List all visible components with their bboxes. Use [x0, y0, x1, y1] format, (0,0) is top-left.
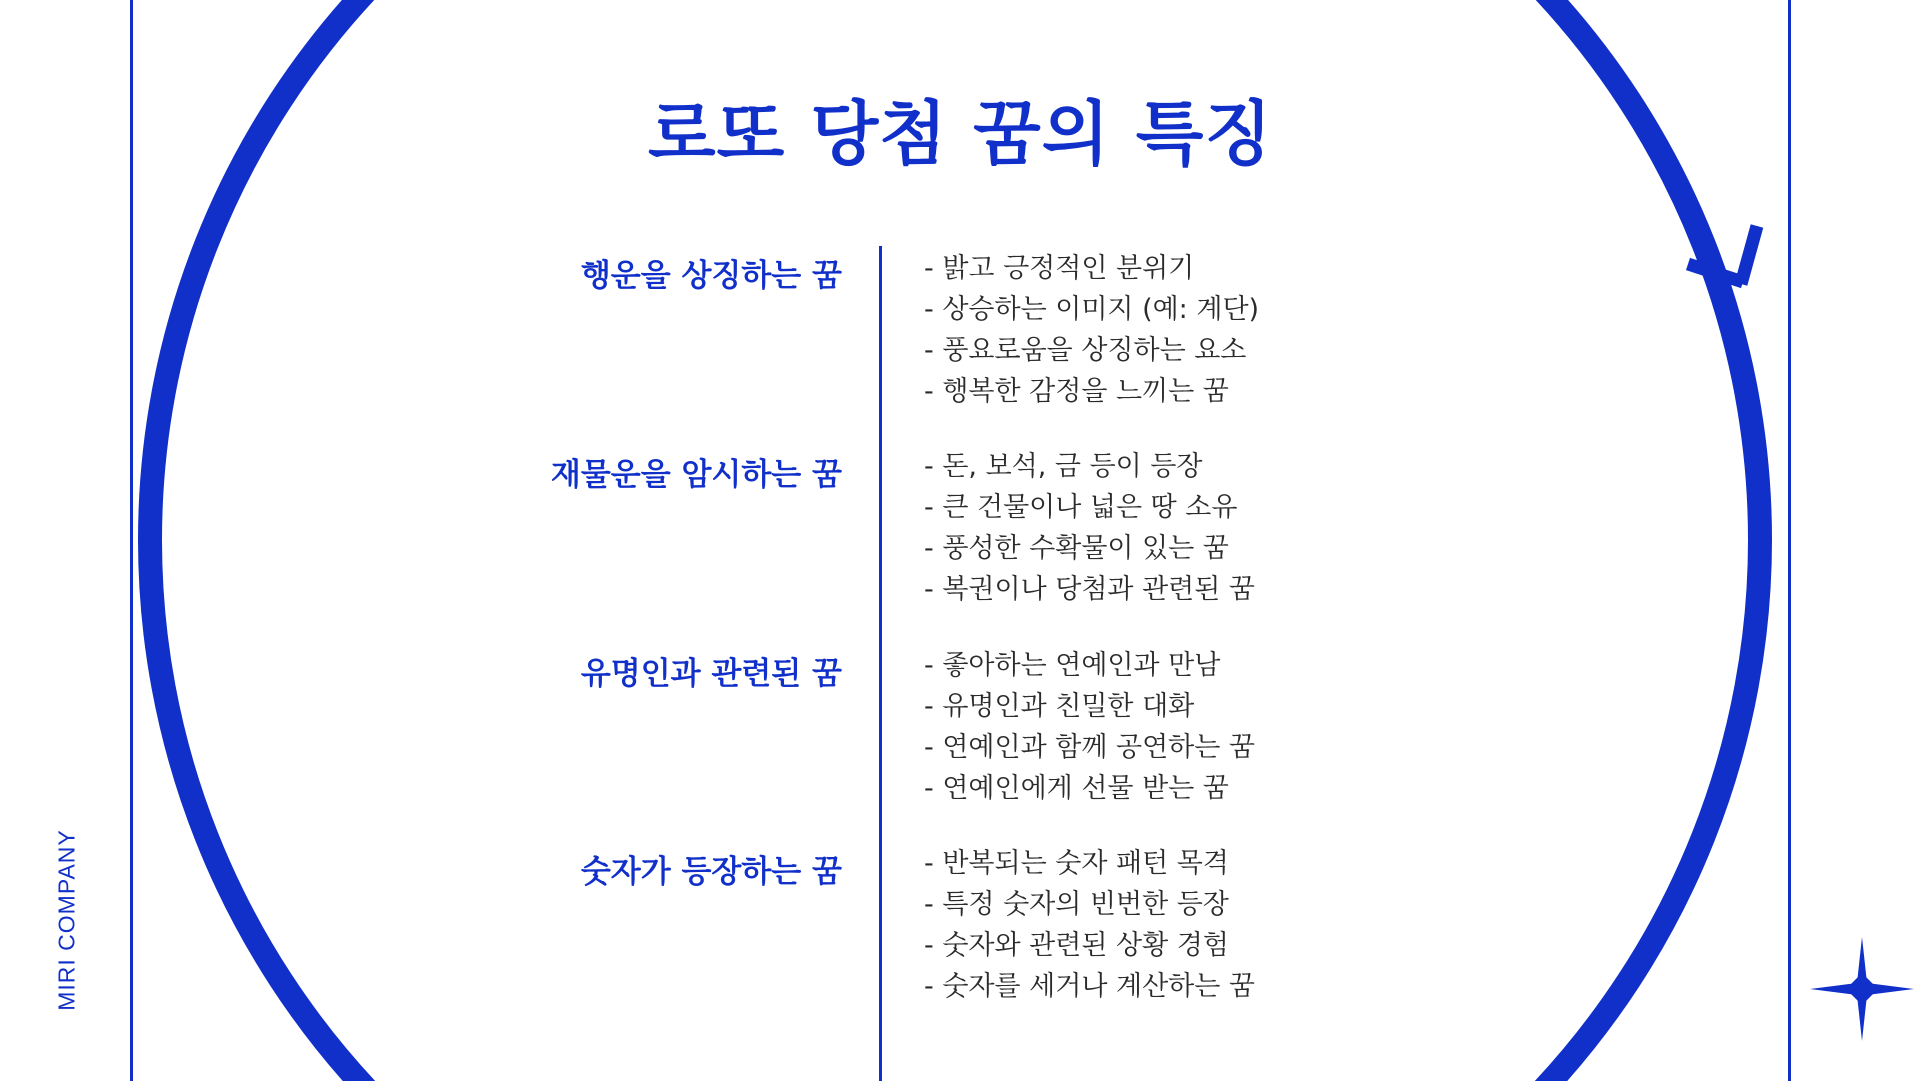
- list-item: - 돈, 보석, 금 등이 등장: [924, 451, 1203, 482]
- feature-list-wealth: [924, 446, 1255, 610]
- feature-list-luck: [924, 248, 1259, 412]
- list-item: - 큰 건물이나 넓은 땅 소유: [924, 492, 1238, 523]
- category-heading-wealth: 재물운을 암시하는 꿈: [550, 457, 842, 493]
- list-item: - 특정 숫자의 빈번한 등장: [924, 889, 1229, 920]
- list-item: - 좋아하는 연예인과 만남: [924, 650, 1221, 681]
- feature-list-celebrity: [924, 645, 1255, 809]
- page-title: 로또 당첨 꿈의 특징: [647, 93, 1274, 175]
- list-item: - 행복한 감정을 느끼는 꿈: [924, 376, 1229, 407]
- category-heading-numbers: 숫자가 등장하는 꿈: [580, 854, 842, 890]
- brand-name: MIRI COMPANY: [53, 829, 80, 1011]
- list-item: - 풍성한 수확물이 있는 꿈: [924, 533, 1229, 564]
- list-item: - 연예인에게 선물 받는 꿈: [924, 773, 1229, 804]
- feature-list-numbers: [924, 843, 1255, 1007]
- list-item: - 숫자를 세거나 계산하는 꿈: [924, 971, 1255, 1002]
- center-divider: [879, 246, 882, 1081]
- list-item: - 풍요로움을 상징하는 요소: [924, 335, 1247, 366]
- list-item: - 밝고 긍정적인 분위기: [924, 253, 1195, 284]
- category-heading-celebrity: 유명인과 관련된 꿈: [580, 656, 842, 692]
- list-item: - 반복되는 숫자 패턴 목격: [924, 848, 1229, 879]
- list-item: - 유명인과 친밀한 대화: [924, 691, 1195, 722]
- category-heading-luck: 행운을 상징하는 꿈: [580, 258, 842, 294]
- list-item: - 연예인과 함께 공연하는 꿈: [924, 732, 1255, 763]
- sparkle-star-icon: [1810, 937, 1914, 1041]
- list-item: - 상승하는 이미지 (예: 계단): [924, 294, 1260, 325]
- list-item: - 복권이나 당첨과 관련된 꿈: [924, 574, 1255, 605]
- list-item: - 숫자와 관련된 상황 경험: [924, 930, 1229, 961]
